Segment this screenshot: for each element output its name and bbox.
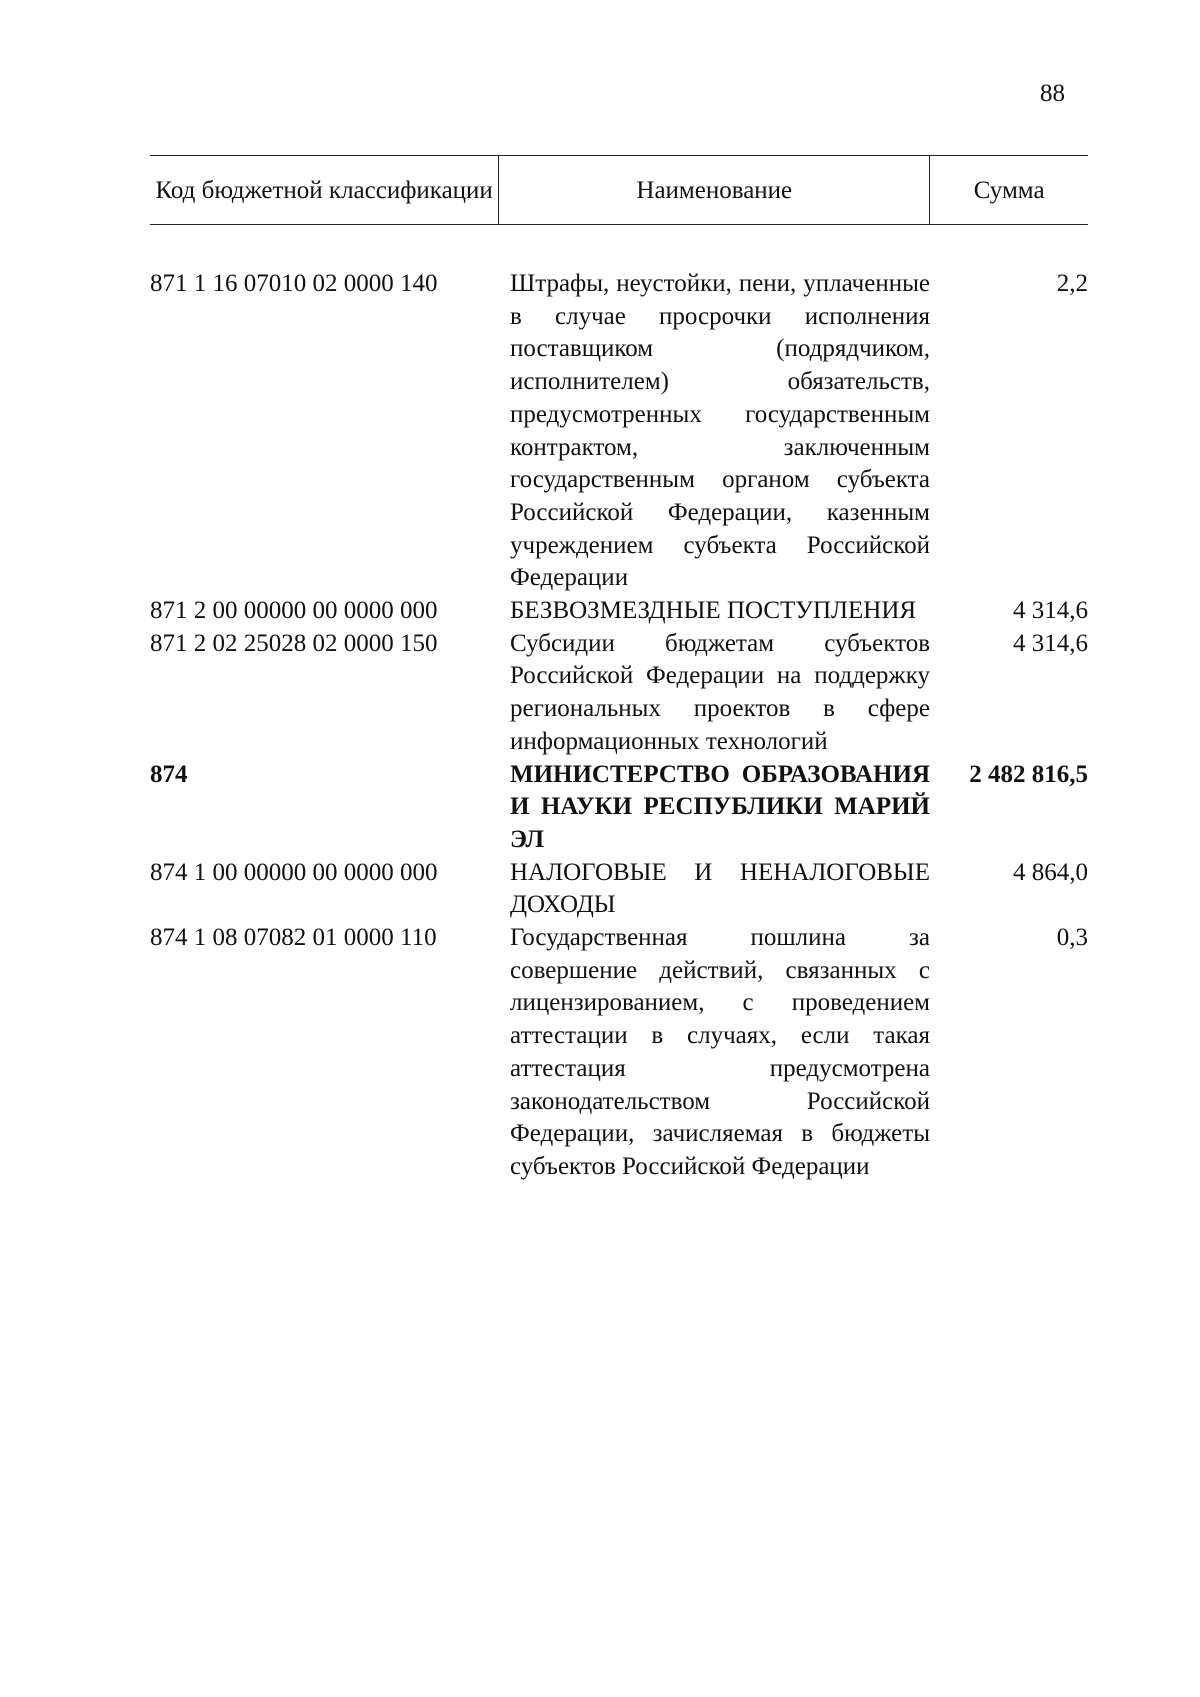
table-body [150, 268, 1088, 1184]
table-row [150, 922, 1088, 1184]
row-name: Государственная пошлина за совершение действий, связанных с лицензированием, с проведением аттестации в случаях, если такая аттестация предусмотрена законодательством Российской Федерации, зачисляемая в бюджеты субъектов Российской Федерации [510, 924, 930, 1180]
table-row [150, 595, 1088, 628]
row-code: 874 [150, 760, 188, 788]
row-code: 874 1 08 07082 01 0000 110 [150, 924, 437, 952]
table-header [150, 155, 1088, 225]
table-row [150, 857, 1088, 922]
row-name: Субсидии бюджетам субъектов Российской Федерации на поддержку региональных проектов в сфере информационных технологий [510, 629, 930, 755]
row-name: Штрафы, неустойки, пени, уплаченные в случае просрочки исполнения поставщиком (подрядчиком, исполнителем) обязательств, предусмотренных государственным контрактом, заключенным государственным органом субъекта Российской Федерации, казенным учреждением субъекта Российской Федерации [510, 270, 930, 592]
page-number: 88 [1040, 80, 1065, 107]
row-sum: 2 482 816,5 [969, 760, 1088, 788]
row-sum: 4 864,0 [1013, 858, 1088, 886]
header-sum: Сумма [973, 176, 1045, 204]
row-sum: 4 314,6 [1013, 629, 1088, 657]
table-row-ministry [150, 759, 1088, 857]
row-code: 871 2 02 25028 02 0000 150 [150, 629, 438, 657]
row-sum: 2,2 [1056, 270, 1088, 297]
row-name: НАЛОГОВЫЕ И НЕНАЛОГОВЫЕ ДОХОДЫ [510, 858, 930, 919]
header-name: Наименование [498, 156, 930, 224]
table-row [150, 268, 1088, 595]
row-code: 874 1 00 00000 00 0000 000 [150, 858, 438, 886]
table-row [150, 628, 1088, 759]
row-sum: 0,3 [1056, 924, 1088, 952]
row-code: 871 1 16 07010 02 0000 140 [150, 270, 438, 297]
row-name: БЕЗВОЗМЕЗДНЫЕ ПОСТУПЛЕНИЯ [510, 597, 917, 625]
header-code: Код бюджетной классификации [155, 176, 493, 204]
row-name: МИНИСТЕРСТВО ОБРАЗОВАНИЯ И НАУКИ РЕСПУБЛИКИ МАРИЙ ЭЛ [510, 760, 930, 853]
row-sum: 4 314,6 [1013, 597, 1088, 625]
row-code: 871 2 00 00000 00 0000 000 [150, 597, 438, 625]
